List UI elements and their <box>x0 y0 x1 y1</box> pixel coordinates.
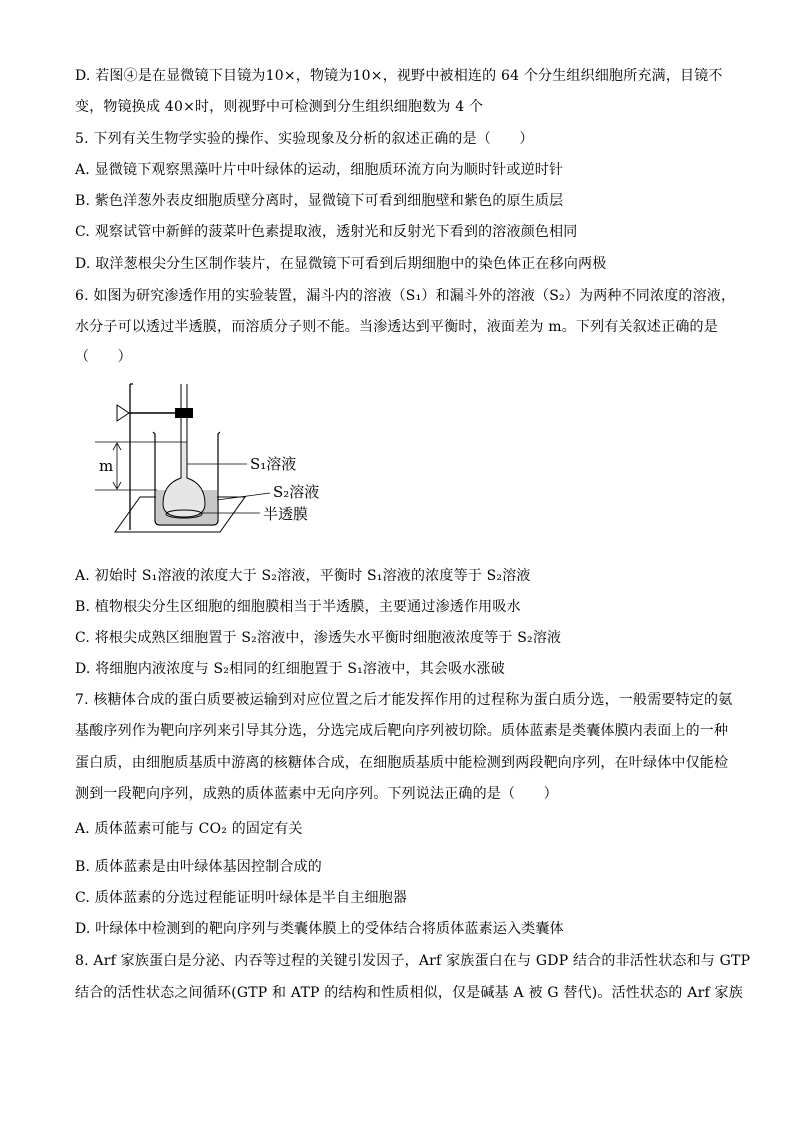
s1-label: S₁溶液 <box>250 455 297 473</box>
funnel-bulb <box>163 478 205 517</box>
q7-stem-line4: 测到一段靶向序列，成熟的质体蓝素中无向序列。下列说法正确的是（ ） <box>75 786 558 802</box>
q6-option-d: D. 将细胞内液浓度与 S₂相同的红细胞置于 S₁溶液中，其会吸水涨破 <box>75 661 505 677</box>
q8-stem-line2: 结合的活性状态之间循环(GTP 和 ATP 的结构和性质相似，仅是碱基 A 被 G 替代)。活性状态的 Arf 家族 <box>75 985 743 1001</box>
q5-option-b: B. 紫色洋葱外表皮细胞质壁分离时，显微镜下可看到细胞壁和紫色的原生质层 <box>75 193 564 209</box>
osmosis-apparatus-figure <box>95 382 355 542</box>
q5-option-c: C. 观察试管中新鲜的菠菜叶色素提取液，透射光和反射光下看到的溶液颜色相同 <box>75 224 578 240</box>
q6-stem-line2: 水分子可以透过半透膜，而溶质分子则不能。当渗透达到平衡时，液面差为 m。下列有关叙述正确的是 <box>75 319 718 335</box>
q6-stem-line3: （ ） <box>75 349 132 365</box>
q7-option-c: C. 质体蓝素的分选过程能证明叶绿体是半自主细胞器 <box>75 890 408 906</box>
q8-stem-line1: 8. Arf 家族蛋白是分泌、内吞等过程的关键引发因子，Arf 家族蛋白在与 GDP 结合的非活性状态和与 GTP <box>75 953 751 969</box>
clamp-head <box>175 408 193 418</box>
q7-option-b: B. 质体蓝素是由叶绿体基因控制合成的 <box>75 859 322 875</box>
q7-stem-line1: 7. 核糖体合成的蛋白质要被运输到对应位置之后才能发挥作用的过程称为蛋白质分选，一般需要特定的氨 <box>75 692 733 708</box>
q7-stem-line3: 蛋白质，由细胞质基质中游离的核糖体合成，在细胞质基质中能检测到两段靶向序列，在叶绿体中仅能检 <box>75 755 729 771</box>
clamp-screw <box>117 405 129 421</box>
m-label: m <box>99 457 114 475</box>
s2-label: S₂溶液 <box>273 483 320 501</box>
q7-option-a: A. 质体蓝素可能与 CO₂ 的固定有关 <box>75 821 303 837</box>
q5-option-d: D. 取洋葱根尖分生区制作装片，在显微镜下可看到后期细胞中的染色体正在移向两极 <box>75 256 607 272</box>
q4-option-d-line1: D. 若图④是在显微镜下目镜为10×，物镜为10×，视野中被相连的 64 个分生组织细胞所充满，目镜不 <box>75 68 723 84</box>
q6-option-c: C. 将根尖成熟区细胞置于 S₂溶液中，渗透失水平衡时细胞液浓度等于 S₂溶液 <box>75 630 562 646</box>
q6-stem-line1: 6. 如图为研究渗透作用的实验装置，漏斗内的溶液（S₁）和漏斗外的溶液（S₂）为两种不同浓度的溶液， <box>75 288 736 304</box>
q7-option-d: D. 叶绿体中检测到的靶向序列与类囊体膜上的受体结合将质体蓝素运入类囊体 <box>75 921 564 937</box>
q6-option-b: B. 植物根尖分生区细胞的细胞膜相当于半透膜，主要通过渗透作用吸水 <box>75 599 521 615</box>
q5-option-a: A. 显微镜下观察黑藻叶片中叶绿体的运动，细胞质环流方向为顺时针或逆时针 <box>75 162 564 178</box>
q5-stem: 5. 下列有关生物学实验的操作、实验现象及分析的叙述正确的是（ ） <box>75 131 534 147</box>
membrane-label: 半透膜 <box>263 505 309 523</box>
q6-option-a: A. 初始时 S₁溶液的浓度大于 S₂溶液，平衡时 S₁溶液的浓度等于 S₂溶液 <box>75 568 531 584</box>
q7-stem-line2: 基酸序列作为靶向序列来引导其分选，分选完成后靶向序列被切除。质体蓝素是类囊体膜内表面上的一种 <box>75 723 729 739</box>
s1-level-in-tube <box>182 442 187 480</box>
q4-option-d-line2: 变，物镜换成 40×时，则视野中可检测到分生组织细胞数为 4 个 <box>75 99 484 115</box>
